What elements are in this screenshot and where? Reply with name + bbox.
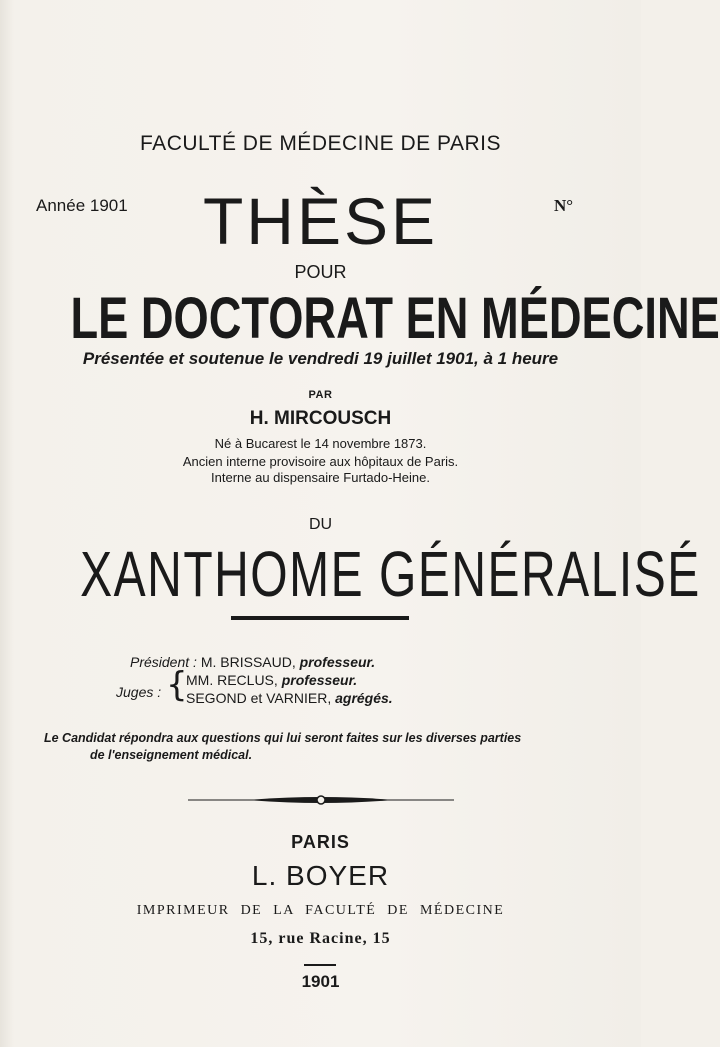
annee-label: Année 1901: [36, 196, 128, 215]
numero-label: N°: [554, 196, 574, 215]
publisher-role: IMPRIMEUR DE LA FACULTÉ DE MÉDECINE: [136, 903, 505, 918]
notice-line-1: Le Candidat répondra aux questions qui lui seront faites sur les diverses parties: [44, 731, 522, 745]
title-underline: [231, 616, 409, 620]
juge2-role: agrégés.: [335, 690, 393, 706]
president-label: Président :: [130, 654, 197, 670]
thesis-subject-title: XANTHOME GÉNÉRALISÉ: [80, 538, 701, 610]
juges-brace: {: [166, 665, 188, 705]
du-label: DU: [308, 516, 333, 533]
juge2-name: SEGOND et VARNIER,: [186, 690, 332, 706]
author-name: H. MIRCOUSCH: [249, 408, 392, 429]
author-birth: Né à Bucarest le 14 novembre 1873.: [214, 436, 427, 451]
president-name: M. BRISSAUD,: [200, 654, 296, 670]
ornament-divider: [188, 795, 454, 805]
pour-label: POUR: [294, 262, 347, 282]
faculty-heading: FACULTÉ DE MÉDECINE DE PARIS: [140, 132, 501, 155]
year-rule: [304, 964, 336, 966]
publisher-address: 15, rue Racine, 15: [250, 930, 391, 947]
notice-line-2: de l'enseignement médical.: [90, 748, 253, 762]
these-title: THÈSE: [202, 184, 439, 258]
presentation-line: Présentée et soutenue le vendredi 19 juillet 1901, à 1 heure: [82, 349, 559, 368]
par-label: PAR: [308, 389, 333, 401]
juges-label: Juges :: [116, 684, 162, 700]
jury-juge-2: [186, 690, 393, 706]
publisher-city: PARIS: [291, 832, 350, 852]
author-position-1: Ancien interne provisoire aux hôpitaux de Paris.: [182, 454, 459, 469]
juge1-role: professeur.: [281, 672, 358, 688]
publisher-name: L. BOYER: [251, 860, 390, 891]
president-role: professeur.: [299, 654, 376, 670]
publication-year: 1901: [301, 972, 340, 991]
jury-juge-1: [186, 672, 357, 688]
candidate-notice: [44, 730, 521, 764]
author-position-2: Interne au dispensaire Furtado-Heine.: [211, 470, 430, 485]
doctorat-title: LE DOCTORAT EN MÉDECINE: [70, 286, 720, 351]
juge1-name: MM. RECLUS,: [186, 672, 278, 688]
